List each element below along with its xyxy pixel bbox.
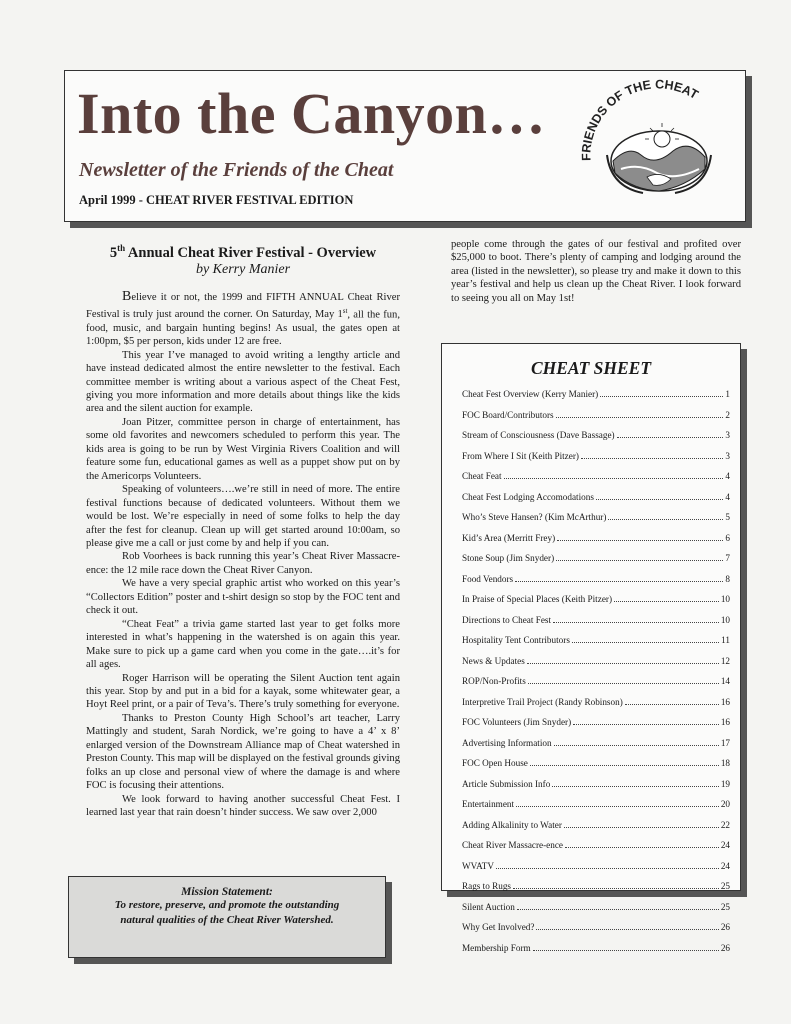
toc-item-title: FOC Volunteers (Jim Snyder) bbox=[462, 717, 572, 727]
newsletter-title: Into the Canyon… bbox=[77, 81, 546, 146]
toc-item-page: 12 bbox=[720, 655, 730, 666]
toc-item bbox=[462, 574, 730, 595]
toc-item-page: 17 bbox=[720, 737, 730, 748]
toc-item-title: News & Updates bbox=[462, 655, 525, 666]
toc-leader bbox=[552, 786, 719, 787]
article-paragraph: Speaking of volunteers….we’re still in need of more. The entire festival functions because of dedicated volunteers. Without them we would be lost. We’re especially in need of some folks to help the day after the fest for cleanup. Clean up will get started around 10:00am, so please give me a call or just come by and help if you can. bbox=[86, 484, 400, 549]
toc-item-page: 16 bbox=[720, 717, 730, 727]
toc-item-page: 10 bbox=[720, 614, 730, 625]
toc-leader bbox=[573, 724, 719, 725]
toc-leader bbox=[496, 868, 719, 869]
toc-item bbox=[462, 471, 730, 492]
festival-overview-article bbox=[86, 240, 400, 819]
toc-item-page: 3 bbox=[725, 450, 730, 461]
toc-item bbox=[462, 861, 730, 882]
toc-item-title: ROP/Non-Profits bbox=[462, 676, 526, 686]
toc-item-title: Membership Form bbox=[462, 942, 531, 953]
toc-leader bbox=[557, 540, 723, 541]
toc-item bbox=[462, 820, 730, 841]
toc-leader bbox=[527, 663, 719, 664]
article-continuation bbox=[451, 238, 741, 305]
toc-item-page: 4 bbox=[725, 491, 730, 502]
toc-item bbox=[462, 451, 730, 472]
toc-item-page: 10 bbox=[720, 594, 730, 604]
toc-item-title: Adding Alkalinity to Water bbox=[462, 819, 562, 830]
article-paragraph: This year I’ve managed to avoid writing a lengthy article and have instead dedicated almost the entire newsletter to the festival. Each committee member is writing about a various aspect of the Cheat Fest, giving you more information and more details about things like the kids area and the silent auction for example. bbox=[86, 349, 400, 415]
toc-item-title: Rags to Rugs bbox=[462, 881, 512, 891]
toc-item-title: Stone Soup (Jim Snyder) bbox=[462, 553, 555, 563]
toc-item-page: 18 bbox=[720, 758, 730, 768]
toc-leader bbox=[533, 950, 719, 951]
toc-item bbox=[462, 512, 730, 533]
toc-item-title: Cheat Fest Lodging Accomodations bbox=[462, 491, 594, 502]
article-paragraph: people come through the gates of our festival and profited over $25,000 to boot. There’s plenty of camping and lodging around the area (listed in the newsletter), so please try and make it down to this year’s festival and help us clean up the Cheat River. I look forward to seeing you all on May 1st! bbox=[451, 239, 741, 304]
table-of-contents bbox=[442, 389, 740, 963]
toc-leader bbox=[564, 827, 719, 828]
toc-item-page: 26 bbox=[720, 922, 730, 932]
toc-item-title: Stream of Consciousness (Dave Bassage) bbox=[462, 430, 615, 440]
article-paragraph: Rob Voorhees is back running this year’s Cheat River Massacre-ence: the 12 mile race down the Cheat River Canyon. bbox=[86, 551, 400, 576]
toc-item bbox=[462, 676, 730, 697]
edition-line: April 1999 - CHEAT RIVER FESTIVAL EDITION bbox=[79, 193, 354, 207]
toc-item bbox=[462, 881, 730, 902]
toc-leader bbox=[556, 417, 724, 418]
article-paragraph: We look forward to having another successful Cheat Fest. I learned last year that rain doesn’t hinder success. We saw over 2,000 bbox=[86, 793, 400, 819]
masthead bbox=[64, 70, 746, 222]
toc-item bbox=[462, 533, 730, 554]
toc-item-page: 1 bbox=[725, 389, 730, 399]
toc-leader bbox=[517, 909, 719, 910]
toc-leader bbox=[536, 929, 718, 930]
mission-statement-box bbox=[68, 876, 386, 958]
toc-leader bbox=[530, 765, 719, 766]
toc-item-title: Cheat Feat bbox=[462, 471, 502, 481]
toc-item-title: Cheat River Massacre-ence bbox=[462, 840, 564, 850]
toc-item-page: 19 bbox=[720, 778, 730, 789]
toc-item bbox=[462, 717, 730, 738]
toc-leader bbox=[556, 560, 723, 561]
toc-item bbox=[462, 615, 730, 636]
toc-item-title: FOC Open House bbox=[462, 758, 528, 768]
toc-item bbox=[462, 902, 730, 923]
toc-item bbox=[462, 840, 730, 861]
toc-item-title: Article Submission Info bbox=[462, 778, 551, 789]
toc-leader bbox=[596, 499, 723, 500]
toc-item-title: Interpretive Trail Project (Randy Robinson) bbox=[462, 696, 623, 707]
toc-item-page: 25 bbox=[720, 881, 730, 891]
article-title: 5th Annual Cheat River Festival - Overview bbox=[109, 243, 377, 261]
toc-leader bbox=[572, 642, 719, 643]
toc-item-title: Kid’s Area (Merritt Frey) bbox=[462, 532, 556, 543]
toc-item bbox=[462, 738, 730, 759]
toc-leader bbox=[528, 683, 719, 684]
toc-item-page: 26 bbox=[720, 942, 730, 953]
toc-item-title: Advertising Information bbox=[462, 737, 552, 748]
toc-item bbox=[462, 635, 730, 656]
toc-item-page: 24 bbox=[720, 840, 730, 850]
mission-title: Mission Statement: bbox=[181, 886, 273, 898]
toc-item-page: 6 bbox=[725, 532, 730, 543]
toc-item bbox=[462, 389, 730, 410]
toc-leader bbox=[581, 458, 723, 459]
toc-item-title: Directions to Cheat Fest bbox=[462, 614, 552, 625]
toc-item-title: FOC Board/Contributors bbox=[462, 409, 554, 420]
toc-leader bbox=[617, 437, 724, 438]
toc-leader bbox=[504, 478, 724, 479]
toc-leader bbox=[513, 888, 719, 889]
article-paragraph: Thanks to Preston County High School’s art teacher, Larry Mattingly and student, Sarah Nordick, we’re going to have a 4’ x 8’ enlarged version of the Downstream Alliance map of Cheat watershed in Preston County. This map will be displayed on the festival grounds giving folks an up close and personal view of where the damage is and where FOC is focusing their attentions. bbox=[86, 712, 400, 792]
article-paragraph: Joan Pitzer, committee person in charge of entertainment, has some old favorites and newcomers scheduled to perform this year. The kids area is going to be run by West Virginia Rivers Coalition and will feature some fun, educational games as well as a puppet show put on by the Americorps Volunteers. bbox=[86, 416, 400, 482]
friends-of-the-cheat-logo bbox=[559, 77, 739, 195]
toc-item-page: 3 bbox=[725, 430, 730, 440]
toc-item bbox=[462, 922, 730, 943]
article-paragraph: We have a very special graphic artist who worked on this year’s “Collectors Edition” poster and t-shirt design so stop by the FOC tent and check it out. bbox=[86, 578, 400, 617]
logo-text: FRIENDS OF THE CHEAT bbox=[579, 77, 701, 162]
toc-item-page: 8 bbox=[725, 573, 730, 584]
toc-item bbox=[462, 697, 730, 718]
toc-item-page: 20 bbox=[720, 799, 730, 809]
toc-leader bbox=[614, 601, 719, 602]
toc-item bbox=[462, 799, 730, 820]
toc-item-title: Cheat Fest Overview (Kerry Manier) bbox=[462, 389, 599, 399]
toc-leader bbox=[600, 396, 723, 397]
toc-item-page: 14 bbox=[720, 676, 730, 686]
toc-item bbox=[462, 758, 730, 779]
toc-item-title: In Praise of Special Places (Keith Pitzer) bbox=[462, 594, 613, 604]
toc-item bbox=[462, 410, 730, 431]
toc-item bbox=[462, 594, 730, 615]
toc-item bbox=[462, 492, 730, 513]
toc-leader bbox=[625, 704, 719, 705]
newsletter-subtitle: Newsletter of the Friends of the Cheat bbox=[79, 159, 394, 181]
toc-item-title: From Where I Sit (Keith Pitzer) bbox=[462, 450, 579, 461]
toc-item-page: 25 bbox=[720, 901, 730, 912]
toc-item bbox=[462, 553, 730, 574]
toc-item-page: 2 bbox=[725, 409, 730, 420]
toc-item-page: 11 bbox=[721, 635, 730, 645]
toc-item-page: 7 bbox=[725, 553, 730, 563]
article-byline: by Kerry Manier bbox=[195, 261, 291, 277]
article-paragraph: Roger Harrison will be operating the Silent Auction tent again this year. Stop by and put in a bid for a kayak, some whitewater gear, a Hoyt Reel print, or a pair of Teva’s. There’s truly something for everyone. bbox=[86, 672, 400, 711]
toc-item-page: 5 bbox=[725, 512, 730, 522]
toc-item bbox=[462, 656, 730, 677]
toc-item-page: 24 bbox=[720, 860, 730, 871]
cheat-sheet-title: CHEAT SHEET bbox=[530, 358, 652, 378]
toc-item-title: WVATV bbox=[462, 860, 494, 871]
cheat-sheet-box bbox=[441, 343, 741, 953]
toc-leader bbox=[565, 847, 719, 848]
toc-item bbox=[462, 943, 730, 964]
toc-leader bbox=[554, 745, 719, 746]
toc-item-title: Silent Auction bbox=[462, 901, 515, 912]
toc-item-title: Food Vendors bbox=[462, 573, 514, 584]
mission-body: To restore, preserve, and promote the outstanding natural qualities of the Cheat River Watershed. bbox=[114, 899, 340, 926]
toc-item bbox=[462, 779, 730, 800]
toc-item-page: 4 bbox=[725, 471, 730, 481]
toc-leader bbox=[516, 806, 719, 807]
article-paragraph: “Cheat Feat” a trivia game started last year to get folks more interested in what’s happening in the watershed is on again this year. Make sure to pick up a game card when you come in the gate….it’s for all ages. bbox=[86, 618, 400, 671]
toc-item-page: 22 bbox=[720, 819, 730, 830]
toc-item-title: Why Get Involved? bbox=[462, 922, 535, 932]
toc-leader bbox=[608, 519, 723, 520]
toc-item bbox=[462, 430, 730, 451]
toc-item-title: Entertainment bbox=[462, 799, 515, 809]
toc-item-title: Hospitality Tent Contributors bbox=[462, 635, 570, 645]
toc-leader bbox=[515, 581, 723, 582]
toc-item-page: 16 bbox=[720, 696, 730, 707]
article-paragraph: Believe it or not, the 1999 and FIFTH ANNUAL Cheat River Festival is truly just around the corner. On Saturday, May 1st, all the fun, food, music, and bargain hunting begins! As usual, the gates open at 1:00pm, $5 per person, kids under 12 are free. bbox=[86, 289, 400, 348]
toc-leader bbox=[553, 622, 719, 623]
toc-item-title: Who’s Steve Hansen? (Kim McArthur) bbox=[462, 512, 607, 522]
